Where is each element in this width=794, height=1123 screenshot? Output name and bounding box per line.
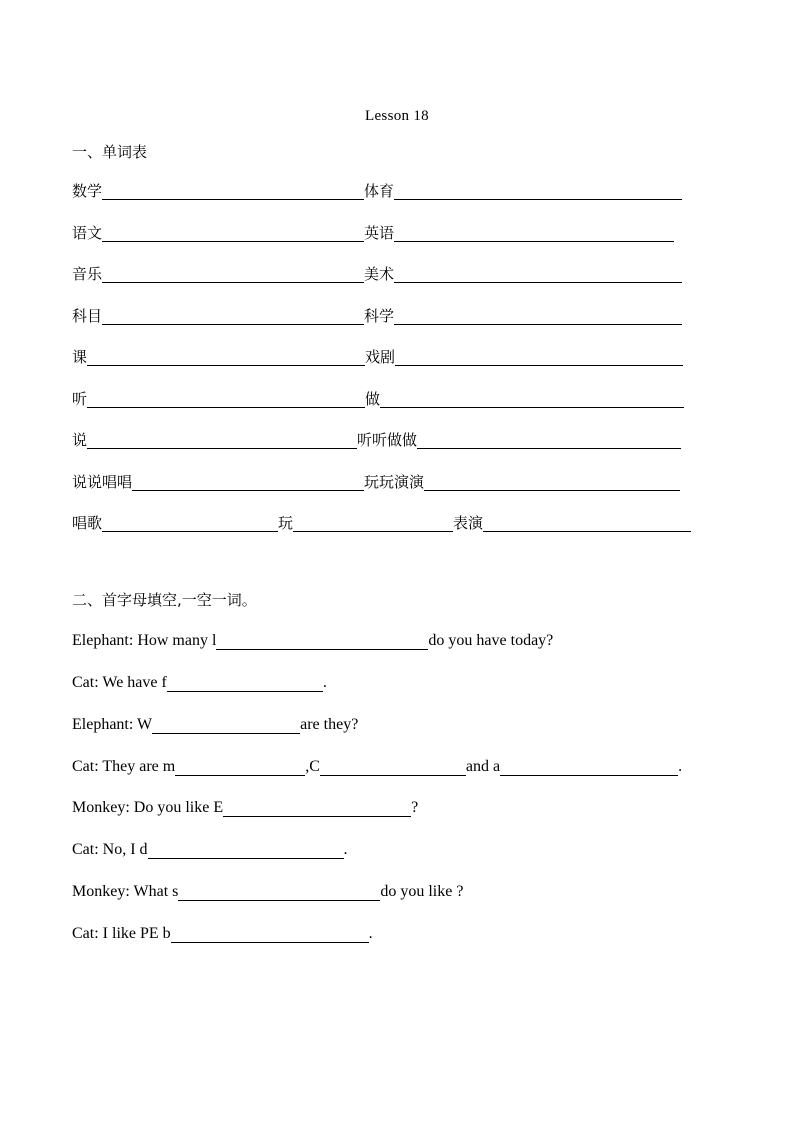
answer-blank[interactable] <box>132 473 364 491</box>
dialogue-text: ? <box>411 799 419 816</box>
dialogue-text: Cat: They are m <box>72 758 176 775</box>
vocab-word: 数学 <box>72 182 103 200</box>
vocab-word: 音乐 <box>72 265 103 283</box>
section-heading-fill-in: 二、首字母填空,一空一词。 <box>72 591 257 609</box>
vocab-word: 美术 <box>364 265 395 283</box>
vocab-word: 听 <box>72 390 88 408</box>
answer-blank[interactable] <box>87 348 365 366</box>
dialogue-text: and a <box>465 758 501 775</box>
vocab-word: 科目 <box>72 307 103 325</box>
vocab-row <box>72 427 681 449</box>
answer-blank[interactable] <box>178 883 380 901</box>
dialogue-text: . <box>343 841 348 858</box>
vocab-word: 说说唱唱 <box>72 473 133 491</box>
vocab-word: 体育 <box>364 182 395 200</box>
vocab-word: 英语 <box>364 224 395 242</box>
answer-blank[interactable] <box>394 182 682 200</box>
vocab-row <box>72 386 684 408</box>
vocab-row <box>72 344 683 366</box>
dialogue-text: Elephant: How many l <box>72 632 217 649</box>
dialogue-line <box>72 628 553 650</box>
answer-blank[interactable] <box>394 307 682 325</box>
dialogue-text: Cat: No, I d <box>72 841 148 858</box>
answer-blank[interactable] <box>417 431 681 449</box>
vocab-word: 唱歌 <box>72 514 103 532</box>
dialogue-line <box>72 670 327 692</box>
dialogue-text: are they? <box>300 716 359 733</box>
answer-blank[interactable] <box>216 632 428 650</box>
answer-blank[interactable] <box>394 224 674 242</box>
answer-blank[interactable] <box>87 390 365 408</box>
answer-blank[interactable] <box>102 514 278 532</box>
answer-blank[interactable] <box>320 758 466 776</box>
vocab-row <box>72 220 674 242</box>
answer-blank[interactable] <box>167 674 323 692</box>
vocab-word: 科学 <box>364 307 395 325</box>
dialogue-text: . <box>368 925 373 942</box>
dialogue-line <box>72 879 463 901</box>
page-title: Lesson 18 <box>365 108 429 124</box>
vocab-word: 语文 <box>72 224 103 242</box>
dialogue-text: Monkey: Do you like E <box>72 799 224 816</box>
vocab-row <box>72 303 682 325</box>
vocab-row <box>72 469 680 491</box>
answer-blank[interactable] <box>102 265 364 283</box>
answer-blank[interactable] <box>293 514 453 532</box>
answer-blank[interactable] <box>102 307 364 325</box>
vocab-row <box>72 178 682 200</box>
dialogue-text: Cat: I like PE b <box>72 925 171 942</box>
dialogue-line <box>72 921 373 943</box>
dialogue-text: . <box>678 758 683 775</box>
vocab-word: 说 <box>72 431 88 449</box>
dialogue-text: ,C <box>305 758 320 775</box>
dialogue-text: . <box>322 674 327 691</box>
vocab-word: 听听做做 <box>357 431 418 449</box>
answer-blank[interactable] <box>148 841 344 859</box>
dialogue-line <box>72 795 418 817</box>
answer-blank[interactable] <box>424 473 680 491</box>
answer-blank[interactable] <box>500 758 678 776</box>
section-heading-vocabulary: 一、单词表 <box>72 143 148 161</box>
vocab-word: 玩玩演演 <box>364 473 425 491</box>
dialogue-text: Elephant: W <box>72 716 153 733</box>
vocab-word: 课 <box>72 348 88 366</box>
answer-blank[interactable] <box>171 925 369 943</box>
answer-blank[interactable] <box>483 514 691 532</box>
vocab-word: 做 <box>365 390 381 408</box>
answer-blank[interactable] <box>394 265 682 283</box>
answer-blank[interactable] <box>223 799 411 817</box>
vocab-word: 表演 <box>453 514 484 532</box>
vocab-word: 戏剧 <box>365 348 396 366</box>
dialogue-text: Cat: We have f <box>72 674 167 691</box>
answer-blank[interactable] <box>152 716 300 734</box>
dialogue-text: Monkey: What s <box>72 883 179 900</box>
vocab-row <box>72 261 682 283</box>
answer-blank[interactable] <box>102 224 364 242</box>
dialogue-text: do you like ? <box>380 883 464 900</box>
dialogue-line <box>72 712 358 734</box>
dialogue-line <box>72 754 682 776</box>
answer-blank[interactable] <box>87 431 357 449</box>
dialogue-line <box>72 837 348 859</box>
answer-blank[interactable] <box>175 758 305 776</box>
dialogue-text: do you have today? <box>428 632 554 649</box>
answer-blank[interactable] <box>380 390 684 408</box>
vocab-row <box>72 510 691 532</box>
vocab-word: 玩 <box>278 514 294 532</box>
answer-blank[interactable] <box>395 348 683 366</box>
answer-blank[interactable] <box>102 182 364 200</box>
